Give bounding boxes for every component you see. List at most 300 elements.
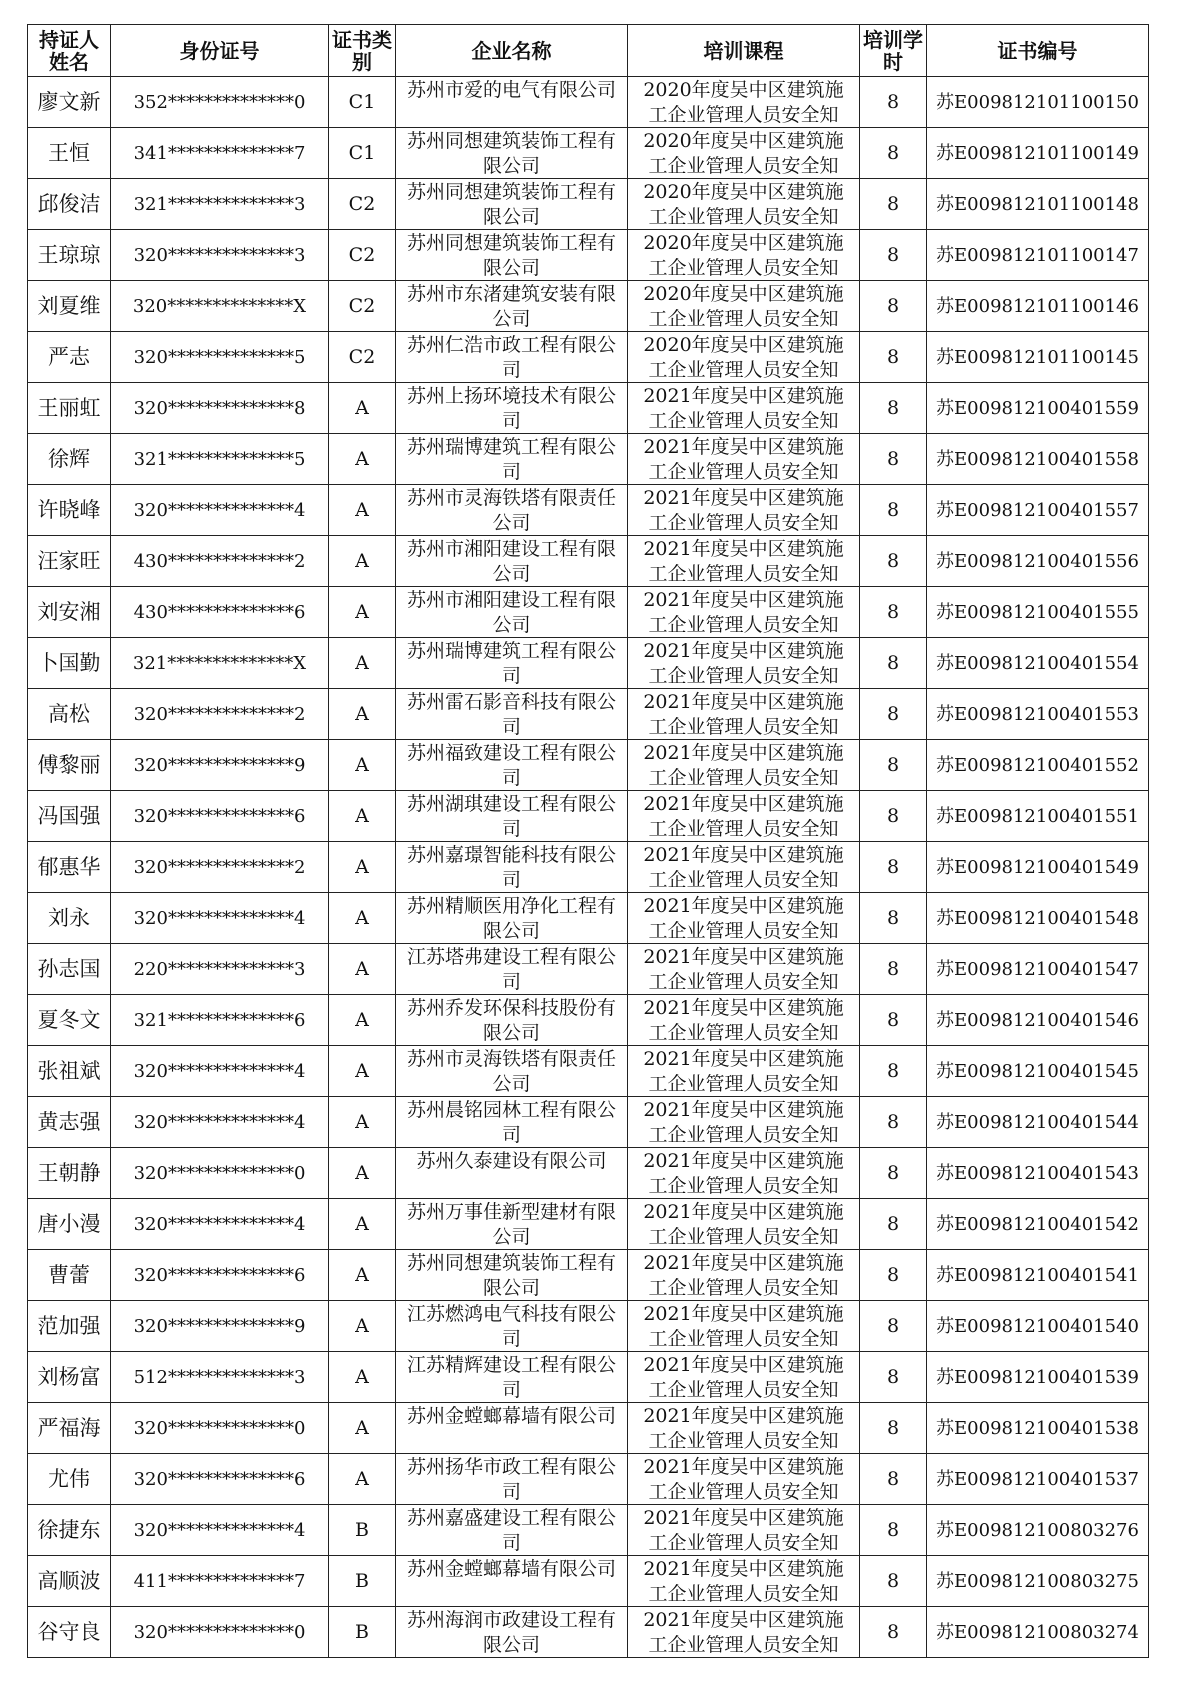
id-number-cell — [111, 689, 329, 740]
holder-name-cell-text: 王丽虹 — [37, 395, 101, 420]
company-cell-text: 苏州市灵海铁塔有限责任公司 — [406, 486, 616, 534]
holder-name-cell — [28, 485, 111, 536]
course-cell — [628, 1148, 860, 1199]
company-cell-text: 苏州嘉璟智能科技有限公司 — [406, 843, 616, 891]
id-number-cell-text: 341**************7 — [133, 142, 306, 164]
id-number-cell-text: 411**************7 — [133, 1570, 306, 1592]
course-cell — [628, 281, 860, 332]
table-row — [28, 944, 1149, 995]
id-number-cell — [111, 1148, 329, 1199]
id-number-cell — [111, 230, 329, 281]
holder-name-cell-text: 许晓峰 — [37, 497, 101, 522]
cert-type-cell-text: C2 — [348, 345, 376, 368]
id-number-cell-text: 320**************6 — [133, 1264, 306, 1286]
id-number-cell-text: 320**************8 — [133, 397, 306, 419]
company-cell — [396, 1607, 628, 1658]
cert-no-cell — [927, 587, 1149, 638]
holder-name-cell — [28, 1403, 111, 1454]
hours-cell — [860, 995, 927, 1046]
course-cell-text: 2021年度吴中区建筑施工企业管理人员安全知 — [643, 1047, 844, 1095]
cert-type-cell-text: B — [355, 1620, 369, 1643]
course-cell — [628, 587, 860, 638]
hours-cell-text: 8 — [886, 447, 900, 470]
company-cell-text: 苏州瑞博建筑工程有限公司 — [406, 435, 616, 483]
company-cell-text: 苏州市东渚建筑安装有限公司 — [406, 282, 616, 330]
holder-name-cell-text: 张祖斌 — [37, 1058, 101, 1083]
holder-name-cell-text: 孙志国 — [37, 956, 101, 981]
course-cell — [628, 128, 860, 179]
company-cell — [396, 587, 628, 638]
cert-no-cell-text: 苏E009812100401555 — [936, 601, 1139, 623]
id-number-cell — [111, 179, 329, 230]
company-cell-text: 江苏燃鸿电气科技有限公司 — [406, 1302, 616, 1350]
hours-cell-text: 8 — [886, 1569, 900, 1592]
table-row — [28, 842, 1149, 893]
id-number-cell — [111, 791, 329, 842]
company-cell-text: 苏州海润市政建设工程有限公司 — [406, 1608, 616, 1656]
id-number-cell — [111, 842, 329, 893]
table-row — [28, 128, 1149, 179]
company-cell — [396, 77, 628, 128]
cert-type-cell-text: A — [355, 804, 369, 827]
cert-no-cell — [927, 1505, 1149, 1556]
cert-no-cell-text: 苏E009812100401549 — [936, 856, 1139, 878]
header-cert-no: 证书编号 — [927, 25, 1149, 77]
table-body — [28, 77, 1149, 1658]
id-number-cell-text: 320**************X — [132, 295, 307, 317]
hours-cell — [860, 128, 927, 179]
id-number-cell-text: 320**************4 — [133, 1213, 306, 1235]
hours-cell-text: 8 — [886, 1008, 900, 1031]
table-row — [28, 1454, 1149, 1505]
company-cell — [396, 1352, 628, 1403]
course-cell — [628, 77, 860, 128]
hours-cell-text: 8 — [886, 1467, 900, 1490]
cert-type-cell-text: A — [355, 753, 369, 776]
holder-name-cell — [28, 944, 111, 995]
cert-type-cell-text: A — [355, 1110, 369, 1133]
cert-type-cell-text: A — [355, 1161, 369, 1184]
table-row — [28, 1250, 1149, 1301]
hours-cell-text: 8 — [886, 906, 900, 929]
cert-no-cell — [927, 1250, 1149, 1301]
company-cell-text: 苏州万事佳新型建材有限公司 — [406, 1200, 616, 1248]
holder-name-cell — [28, 434, 111, 485]
course-cell — [628, 995, 860, 1046]
cert-no-cell-text: 苏E009812100401547 — [936, 958, 1139, 980]
id-number-cell — [111, 1403, 329, 1454]
cert-no-cell-text: 苏E009812100401542 — [936, 1213, 1139, 1235]
table-row — [28, 1199, 1149, 1250]
table-row — [28, 689, 1149, 740]
hours-cell-text: 8 — [886, 1161, 900, 1184]
cert-type-cell-text: A — [355, 396, 369, 419]
course-cell — [628, 536, 860, 587]
holder-name-cell-text: 黄志强 — [37, 1109, 101, 1134]
hours-cell — [860, 230, 927, 281]
header-course: 培训课程 — [628, 25, 860, 77]
holder-name-cell — [28, 230, 111, 281]
cert-type-cell-text: A — [355, 549, 369, 572]
cert-type-cell — [329, 179, 396, 230]
company-cell — [396, 1454, 628, 1505]
header-hours: 培训学时 — [860, 25, 927, 77]
course-cell — [628, 179, 860, 230]
id-number-cell-text: 320**************2 — [133, 703, 306, 725]
id-number-cell — [111, 128, 329, 179]
company-cell-text: 苏州同想建筑装饰工程有限公司 — [406, 231, 616, 279]
cert-no-cell — [927, 1046, 1149, 1097]
id-number-cell-text: 320**************9 — [133, 1315, 306, 1337]
holder-name-cell-text: 曹蕾 — [48, 1262, 90, 1287]
holder-name-cell — [28, 1352, 111, 1403]
company-cell — [396, 332, 628, 383]
holder-name-cell — [28, 383, 111, 434]
cert-type-cell-text: A — [355, 447, 369, 470]
course-cell-text: 2021年度吴中区建筑施工企业管理人员安全知 — [643, 1557, 844, 1605]
hours-cell — [860, 1505, 927, 1556]
hours-cell — [860, 485, 927, 536]
course-cell — [628, 791, 860, 842]
course-cell-text: 2021年度吴中区建筑施工企业管理人员安全知 — [643, 1098, 844, 1146]
certificate-table — [27, 24, 1149, 1658]
course-cell — [628, 1403, 860, 1454]
table-row — [28, 1556, 1149, 1607]
id-number-cell — [111, 1556, 329, 1607]
hours-cell — [860, 77, 927, 128]
holder-name-cell-text: 尤伟 — [48, 1466, 90, 1491]
company-cell — [396, 740, 628, 791]
header-row — [28, 25, 1149, 77]
cert-type-cell — [329, 1607, 396, 1658]
company-cell — [396, 689, 628, 740]
holder-name-cell-text: 高松 — [48, 701, 90, 726]
cert-type-cell — [329, 128, 396, 179]
cert-no-cell — [927, 128, 1149, 179]
cert-no-cell — [927, 944, 1149, 995]
cert-no-cell — [927, 536, 1149, 587]
course-cell-text: 2021年度吴中区建筑施工企业管理人员安全知 — [643, 1404, 844, 1452]
course-cell — [628, 485, 860, 536]
table-row — [28, 77, 1149, 128]
course-cell-text: 2020年度吴中区建筑施工企业管理人员安全知 — [643, 180, 844, 228]
id-number-cell-text: 320**************4 — [133, 499, 306, 521]
hours-cell-text: 8 — [886, 804, 900, 827]
cert-type-cell-text: A — [355, 1314, 369, 1337]
holder-name-cell — [28, 1046, 111, 1097]
cert-type-cell — [329, 1046, 396, 1097]
id-number-cell-text: 320**************4 — [133, 1519, 306, 1541]
holder-name-cell — [28, 1505, 111, 1556]
hours-cell — [860, 1556, 927, 1607]
company-cell-text: 苏州瑞博建筑工程有限公司 — [406, 639, 616, 687]
holder-name-cell-text: 廖文新 — [37, 89, 101, 114]
cert-type-cell — [329, 1148, 396, 1199]
company-cell-text: 苏州乔发环保科技股份有限公司 — [406, 996, 616, 1044]
cert-type-cell — [329, 536, 396, 587]
cert-type-cell-text: C1 — [348, 141, 376, 164]
company-cell — [396, 230, 628, 281]
table-row — [28, 1403, 1149, 1454]
table-row — [28, 179, 1149, 230]
course-cell — [628, 1199, 860, 1250]
cert-type-cell-text: A — [355, 1059, 369, 1082]
hours-cell-text: 8 — [886, 1263, 900, 1286]
company-cell — [396, 791, 628, 842]
course-cell-text: 2021年度吴中区建筑施工企业管理人员安全知 — [643, 486, 844, 534]
hours-cell-text: 8 — [886, 1620, 900, 1643]
hours-cell — [860, 842, 927, 893]
holder-name-cell-text: 徐捷东 — [37, 1517, 101, 1542]
cert-no-cell-text: 苏E009812100401544 — [936, 1111, 1139, 1133]
cert-no-cell-text: 苏E009812100803275 — [936, 1570, 1139, 1592]
holder-name-cell — [28, 842, 111, 893]
id-number-cell-text: 320**************0 — [133, 1417, 306, 1439]
cert-no-cell-text: 苏E009812100401558 — [936, 448, 1139, 470]
cert-no-cell-text: 苏E009812101100145 — [936, 346, 1139, 368]
company-cell-text: 苏州精顺医用净化工程有限公司 — [406, 894, 616, 942]
hours-cell-text: 8 — [886, 957, 900, 980]
cert-type-cell — [329, 638, 396, 689]
course-cell-text: 2021年度吴中区建筑施工企业管理人员安全知 — [643, 639, 844, 687]
hours-cell-text: 8 — [886, 1059, 900, 1082]
id-number-cell — [111, 893, 329, 944]
holder-name-cell-text: 郁惠华 — [37, 854, 101, 879]
cert-no-cell-text: 苏E009812101100148 — [936, 193, 1139, 215]
company-cell — [396, 536, 628, 587]
table-row — [28, 1505, 1149, 1556]
holder-name-cell — [28, 332, 111, 383]
company-cell-text: 江苏塔弗建设工程有限公司 — [406, 945, 616, 993]
id-number-cell-text: 220**************3 — [133, 958, 306, 980]
course-cell — [628, 689, 860, 740]
hours-cell — [860, 1454, 927, 1505]
cert-no-cell-text: 苏E009812101100149 — [936, 142, 1139, 164]
id-number-cell — [111, 383, 329, 434]
cert-type-cell — [329, 791, 396, 842]
cert-no-cell-text: 苏E009812100401553 — [936, 703, 1139, 725]
course-cell-text: 2021年度吴中区建筑施工企业管理人员安全知 — [643, 1608, 844, 1656]
table-row — [28, 332, 1149, 383]
hours-cell-text: 8 — [886, 1110, 900, 1133]
cert-no-cell — [927, 1454, 1149, 1505]
company-cell — [396, 842, 628, 893]
course-cell — [628, 1556, 860, 1607]
holder-name-cell-text: 谷守良 — [37, 1619, 101, 1644]
course-cell — [628, 1352, 860, 1403]
cert-type-cell — [329, 77, 396, 128]
holder-name-cell — [28, 1454, 111, 1505]
table-row — [28, 1301, 1149, 1352]
holder-name-cell-text: 高顺波 — [37, 1568, 101, 1593]
cert-no-cell — [927, 689, 1149, 740]
course-cell-text: 2020年度吴中区建筑施工企业管理人员安全知 — [643, 231, 844, 279]
hours-cell — [860, 383, 927, 434]
holder-name-cell-text: 汪家旺 — [37, 548, 101, 573]
holder-name-cell-text: 夏冬文 — [37, 1007, 101, 1032]
cert-no-cell — [927, 1403, 1149, 1454]
course-cell-text: 2020年度吴中区建筑施工企业管理人员安全知 — [643, 282, 844, 330]
table-row — [28, 893, 1149, 944]
company-cell-text: 苏州市湘阳建设工程有限公司 — [406, 537, 616, 585]
course-cell-text: 2021年度吴中区建筑施工企业管理人员安全知 — [643, 1149, 844, 1197]
course-cell-text: 2021年度吴中区建筑施工企业管理人员安全知 — [643, 843, 844, 891]
cert-type-cell-text: C2 — [348, 192, 376, 215]
course-cell-text: 2021年度吴中区建筑施工企业管理人员安全知 — [643, 588, 844, 636]
course-cell-text: 2021年度吴中区建筑施工企业管理人员安全知 — [643, 1353, 844, 1401]
cert-type-cell-text: B — [355, 1518, 369, 1541]
cert-type-cell-text: B — [355, 1569, 369, 1592]
course-cell-text: 2021年度吴中区建筑施工企业管理人员安全知 — [643, 894, 844, 942]
company-cell — [396, 383, 628, 434]
holder-name-cell-text: 严福海 — [37, 1415, 101, 1440]
cert-type-cell — [329, 1301, 396, 1352]
id-number-cell-text: 320**************5 — [133, 346, 306, 368]
holder-name-cell — [28, 1148, 111, 1199]
id-number-cell — [111, 944, 329, 995]
cert-type-cell-text: A — [355, 1212, 369, 1235]
hours-cell-text: 8 — [886, 549, 900, 572]
holder-name-cell-text: 徐辉 — [48, 446, 90, 471]
table-row — [28, 536, 1149, 587]
holder-name-cell — [28, 587, 111, 638]
cert-no-cell — [927, 281, 1149, 332]
cert-type-cell — [329, 1097, 396, 1148]
course-cell-text: 2021年度吴中区建筑施工企业管理人员安全知 — [643, 435, 844, 483]
company-cell-text: 苏州金螳螂幕墙有限公司 — [406, 1557, 616, 1580]
cert-no-cell-text: 苏E009812100401551 — [936, 805, 1139, 827]
id-number-cell — [111, 1352, 329, 1403]
cert-type-cell — [329, 281, 396, 332]
cert-type-cell-text: C1 — [348, 90, 376, 113]
cert-type-cell-text: A — [355, 906, 369, 929]
id-number-cell — [111, 434, 329, 485]
cert-type-cell — [329, 587, 396, 638]
id-number-cell — [111, 1454, 329, 1505]
id-number-cell — [111, 1199, 329, 1250]
cert-no-cell — [927, 1148, 1149, 1199]
company-cell — [396, 1199, 628, 1250]
hours-cell-text: 8 — [886, 1314, 900, 1337]
company-cell-text: 苏州扬华市政工程有限公司 — [406, 1455, 616, 1503]
cert-no-cell — [927, 842, 1149, 893]
company-cell-text: 苏州久泰建设有限公司 — [416, 1149, 607, 1172]
course-cell-text: 2020年度吴中区建筑施工企业管理人员安全知 — [643, 333, 844, 381]
course-cell — [628, 1250, 860, 1301]
course-cell — [628, 383, 860, 434]
company-cell-text: 苏州仁浩市政工程有限公司 — [406, 333, 616, 381]
hours-cell — [860, 1250, 927, 1301]
cert-type-cell — [329, 1250, 396, 1301]
holder-name-cell — [28, 1097, 111, 1148]
holder-name-cell-text: 王朝静 — [37, 1160, 101, 1185]
cert-type-cell — [329, 383, 396, 434]
course-cell-text: 2020年度吴中区建筑施工企业管理人员安全知 — [643, 129, 844, 177]
cert-type-cell — [329, 893, 396, 944]
company-cell — [396, 1148, 628, 1199]
id-number-cell — [111, 1607, 329, 1658]
cert-type-cell — [329, 1556, 396, 1607]
hours-cell-text: 8 — [886, 498, 900, 521]
company-cell-text: 苏州市灵海铁塔有限责任公司 — [406, 1047, 616, 1095]
cert-no-cell — [927, 77, 1149, 128]
holder-name-cell-text: 刘安湘 — [37, 599, 101, 624]
holder-name-cell-text: 卜国勤 — [37, 650, 101, 675]
cert-type-cell — [329, 1403, 396, 1454]
company-cell-text: 江苏精辉建设工程有限公司 — [406, 1353, 616, 1401]
table-row — [28, 638, 1149, 689]
hours-cell — [860, 689, 927, 740]
id-number-cell — [111, 1250, 329, 1301]
company-cell — [396, 434, 628, 485]
table-row — [28, 791, 1149, 842]
company-cell — [396, 1556, 628, 1607]
hours-cell — [860, 740, 927, 791]
cert-type-cell — [329, 230, 396, 281]
table-row — [28, 485, 1149, 536]
cert-no-cell-text: 苏E009812100401559 — [936, 397, 1139, 419]
id-number-cell-text: 320**************0 — [133, 1621, 306, 1643]
course-cell-text: 2021年度吴中区建筑施工企业管理人员安全知 — [643, 690, 844, 738]
holder-name-cell — [28, 179, 111, 230]
cert-no-cell — [927, 1352, 1149, 1403]
course-cell-text: 2021年度吴中区建筑施工企业管理人员安全知 — [643, 1455, 844, 1503]
table-row — [28, 587, 1149, 638]
id-number-cell-text: 320**************6 — [133, 1468, 306, 1490]
hours-cell — [860, 944, 927, 995]
course-cell-text: 2021年度吴中区建筑施工企业管理人员安全知 — [643, 1506, 844, 1554]
course-cell-text: 2021年度吴中区建筑施工企业管理人员安全知 — [643, 384, 844, 432]
header-cert-type: 证书类别 — [329, 25, 396, 77]
cert-no-cell-text: 苏E009812100401543 — [936, 1162, 1139, 1184]
course-cell — [628, 740, 860, 791]
company-cell — [396, 1097, 628, 1148]
course-cell-text: 2021年度吴中区建筑施工企业管理人员安全知 — [643, 537, 844, 585]
hours-cell — [860, 1607, 927, 1658]
cert-no-cell-text: 苏E009812100401548 — [936, 907, 1139, 929]
holder-name-cell-text: 范加强 — [37, 1313, 101, 1338]
holder-name-cell — [28, 1556, 111, 1607]
cert-no-cell — [927, 1301, 1149, 1352]
id-number-cell-text: 320**************9 — [133, 754, 306, 776]
cert-type-cell-text: C2 — [348, 243, 376, 266]
company-cell — [396, 1046, 628, 1097]
id-number-cell — [111, 536, 329, 587]
cert-no-cell-text: 苏E009812100401556 — [936, 550, 1139, 572]
cert-no-cell-text: 苏E009812100803276 — [936, 1519, 1139, 1541]
cert-no-cell — [927, 740, 1149, 791]
hours-cell-text: 8 — [886, 855, 900, 878]
cert-no-cell — [927, 434, 1149, 485]
cert-type-cell-text: A — [355, 1008, 369, 1031]
course-cell — [628, 893, 860, 944]
id-number-cell — [111, 1505, 329, 1556]
id-number-cell-text: 320**************6 — [133, 805, 306, 827]
header-company: 企业名称 — [396, 25, 628, 77]
holder-name-cell — [28, 1607, 111, 1658]
cert-type-cell — [329, 944, 396, 995]
table-row — [28, 740, 1149, 791]
course-cell — [628, 944, 860, 995]
cert-no-cell — [927, 893, 1149, 944]
id-number-cell-text: 321**************3 — [133, 193, 306, 215]
holder-name-cell-text: 邱俊洁 — [37, 191, 101, 216]
holder-name-cell — [28, 995, 111, 1046]
course-cell — [628, 638, 860, 689]
hours-cell-text: 8 — [886, 396, 900, 419]
company-cell-text: 苏州同想建筑装饰工程有限公司 — [406, 180, 616, 228]
company-cell — [396, 1301, 628, 1352]
